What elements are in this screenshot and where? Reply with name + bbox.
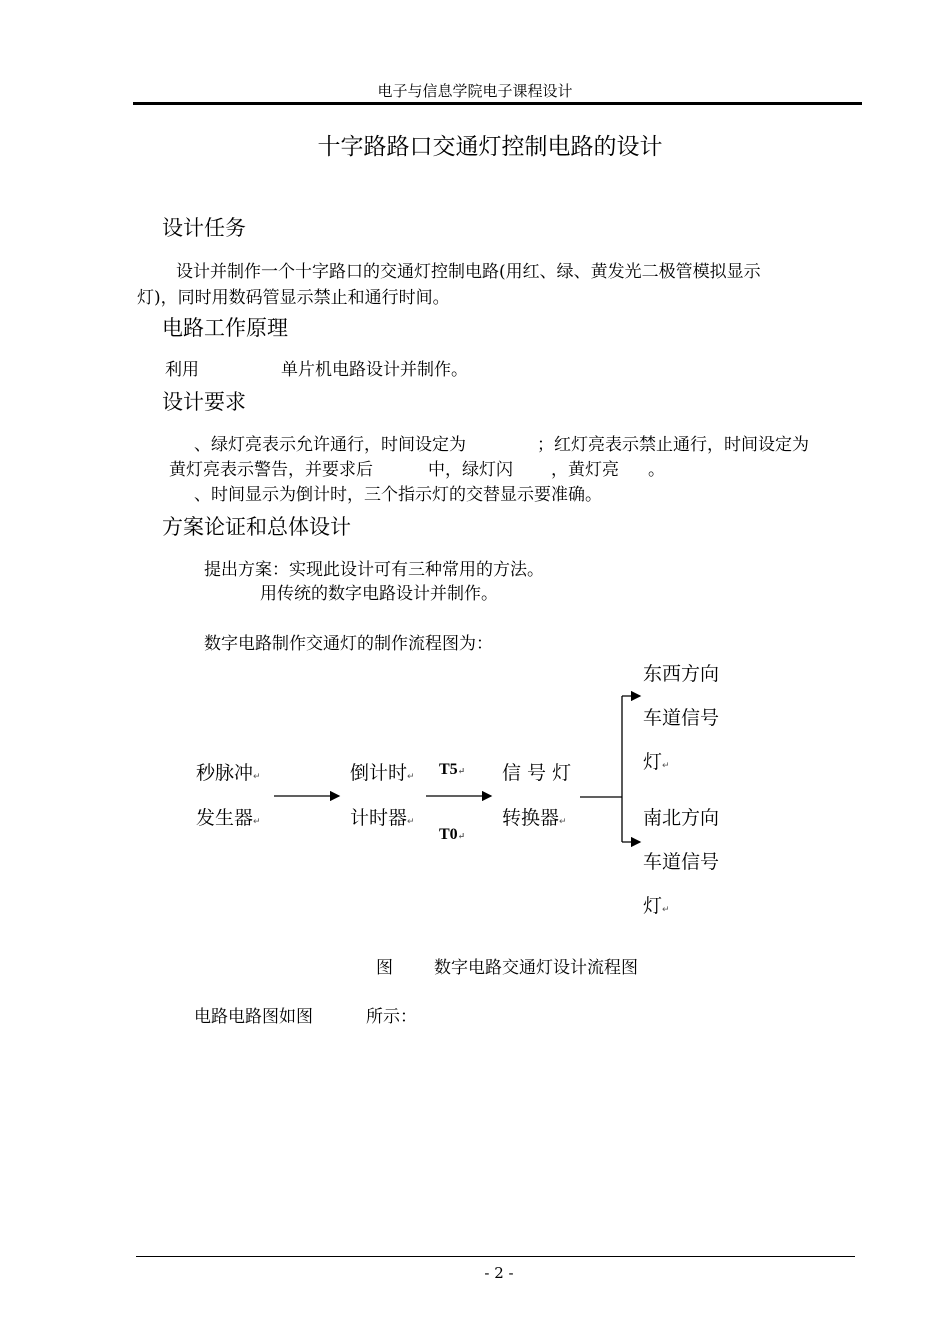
task-paragraph-line2: 灯)，同时用数码管显示禁止和通行时间。: [137, 288, 450, 308]
block-signal-converter-line2: 转换器↵: [502, 807, 567, 829]
flowchart-intro: 数字电路制作交通灯的制作流程图为：: [204, 634, 493, 654]
output-east-west-line2: 车道信号: [643, 707, 720, 729]
block-pulse-generator-line2: 发生器↵: [196, 807, 261, 829]
scheme-intro: 提出方案：实现此设计可有三种常用的方法。: [204, 560, 544, 580]
heading-design-task: 设计任务: [162, 216, 246, 240]
output-north-south-line3: 灯↵: [643, 895, 670, 917]
page-header: 电子与信息学院电子课程设计: [377, 82, 573, 100]
block-countdown-timer-line2: 计时器↵: [350, 807, 415, 829]
scheme-method-1: 用传统的数字电路设计并制作。: [260, 584, 498, 604]
requirement-1-part-d: 中，绿灯闪: [428, 460, 513, 480]
requirement-1-part-e: ，黄灯亮: [551, 460, 619, 480]
block-signal-converter-line1: 信 号 灯: [502, 762, 572, 784]
signal-t0-label: T0↵: [439, 826, 466, 843]
output-east-west-line3: 灯↵: [643, 751, 670, 773]
figure-caption-text: 数字电路交通灯设计流程图: [434, 958, 638, 978]
output-north-south-line2: 车道信号: [643, 851, 720, 873]
circuit-reference-prefix: 电路电路图如图: [194, 1007, 313, 1027]
principle-text: 单片机电路设计并制作。: [281, 360, 468, 380]
heading-scheme-design: 方案论证和总体设计: [162, 515, 351, 539]
figure-caption-label: 图: [376, 958, 393, 978]
output-east-west-line1: 东西方向: [643, 663, 720, 685]
footer-rule: [136, 1256, 855, 1257]
principle-prefix: 利用: [165, 360, 199, 380]
requirement-1-part-b: ；红灯亮表示禁止通行，时间设定为: [537, 435, 809, 455]
requirement-1-part-a: 、绿灯亮表示允许通行，时间设定为: [194, 435, 466, 455]
requirement-1-part-f: 。: [648, 460, 665, 480]
signal-t5-label: T5↵: [439, 761, 466, 778]
document-title: 十字路路口交通灯控制电路的设计: [317, 134, 663, 160]
circuit-reference-suffix: 所示：: [366, 1007, 417, 1027]
page-number: - 2 -: [484, 1264, 514, 1282]
heading-design-requirements: 设计要求: [162, 390, 246, 414]
requirement-1-part-c: 黄灯亮表示警告，并要求后: [169, 460, 373, 480]
requirement-2: 、时间显示为倒计时，三个指示灯的交替显示要准确。: [194, 485, 602, 505]
block-countdown-timer-line1: 倒计时↵: [350, 762, 415, 784]
output-north-south-line1: 南北方向: [643, 807, 720, 829]
block-pulse-generator-line1: 秒脉冲↵: [196, 762, 261, 784]
heading-working-principle: 电路工作原理: [162, 316, 288, 340]
task-paragraph-line1: 设计并制作一个十字路口的交通灯控制电路(用红、绿、黄发光二极管模拟显示: [176, 262, 761, 282]
